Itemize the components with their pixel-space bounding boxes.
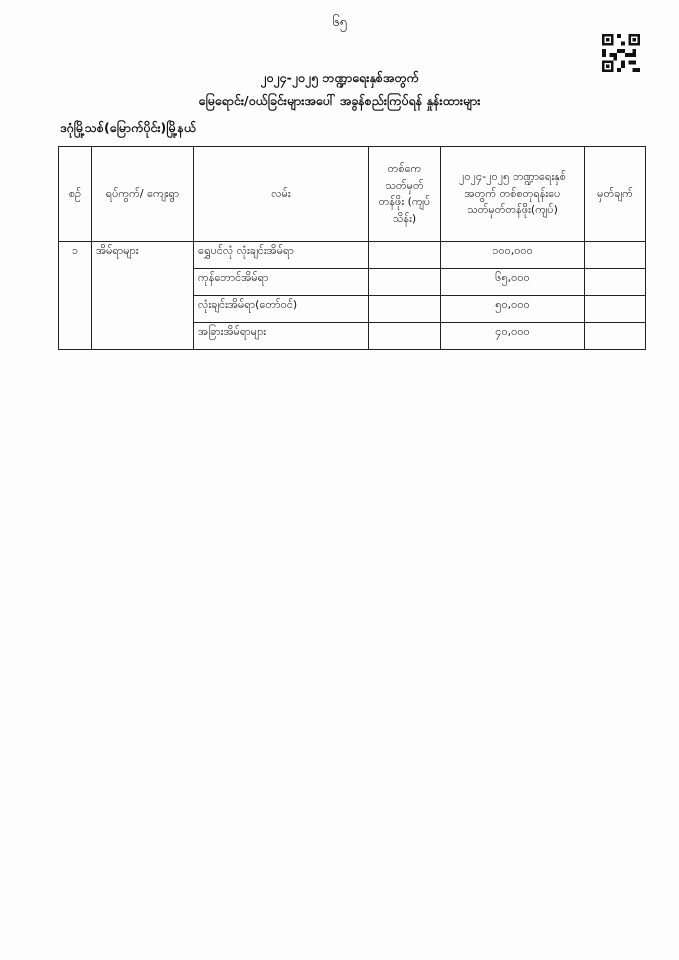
col-header-serial: စဉ် bbox=[59, 147, 92, 242]
value-cell: ၆၅,၀၀၀ bbox=[441, 269, 585, 296]
col-header-street: လမ်း bbox=[194, 147, 369, 242]
col-header-ward: ရပ်ကွက်/ ကျေးရွာ bbox=[92, 147, 194, 242]
document-title: ၂၀၂၄-၂၀၂၅ ဘဏ္ဍာရေးနှစ်အတွက် bbox=[260, 70, 419, 85]
col-header-rate-per-acre: တစ်ကေ သတ်မှတ် တန်ဖိုး (ကျပ်သိန်း) bbox=[369, 147, 441, 242]
rate-cell bbox=[369, 269, 441, 296]
table-header-row bbox=[59, 147, 646, 242]
remark-cell bbox=[585, 323, 646, 350]
table-row bbox=[59, 242, 646, 269]
street-cell: ရွှေပင်လုံ လုံးချင်းအိမ်ရာ bbox=[194, 242, 369, 269]
value-cell: ၁၀၀,၀၀၀ bbox=[441, 242, 585, 269]
value-cell: ၄၀,၀၀၀ bbox=[441, 323, 585, 350]
street-cell: အခြားအိမ်ရာများ bbox=[194, 323, 369, 350]
street-cell: လုံးချင်းအိမ်ရာ(တော်ဝင်) bbox=[194, 296, 369, 323]
col-header-value-per-sqft: ၂၀၂၄-၂၀၂၅ ဘဏ္ဍာရေးနှစ်အတွက် တစ်စတုရန်းပေ သတ်မှတ်တန်ဖိုး(ကျပ်) bbox=[441, 147, 585, 242]
value-cell: ၅၀,၀၀၀ bbox=[441, 296, 585, 323]
township-name: ဒဂုံမြို့သစ်(မြောက်ပိုင်း)မြို့နယ် bbox=[60, 120, 197, 135]
document-subtitle: မြေရောင်း/ဝယ်ခြင်းများအပေါ် အခွန်စည်းကြပ်ရန် နှုန်းထားများ bbox=[198, 93, 481, 108]
remark-cell bbox=[585, 269, 646, 296]
remark-cell bbox=[585, 242, 646, 269]
page-number: ၆၅ bbox=[332, 15, 347, 30]
rate-table bbox=[58, 146, 646, 350]
qr-code-icon bbox=[602, 34, 640, 72]
remark-cell bbox=[585, 296, 646, 323]
col-header-remark: မှတ်ချက် bbox=[585, 147, 646, 242]
rate-cell bbox=[369, 242, 441, 269]
ward-cell: အိမ်ရာများ bbox=[92, 242, 194, 350]
street-cell: ကုန်ဘောင်အိမ်ရာ bbox=[194, 269, 369, 296]
rate-cell bbox=[369, 296, 441, 323]
rate-cell bbox=[369, 323, 441, 350]
serial-cell: ၁ bbox=[59, 242, 92, 350]
